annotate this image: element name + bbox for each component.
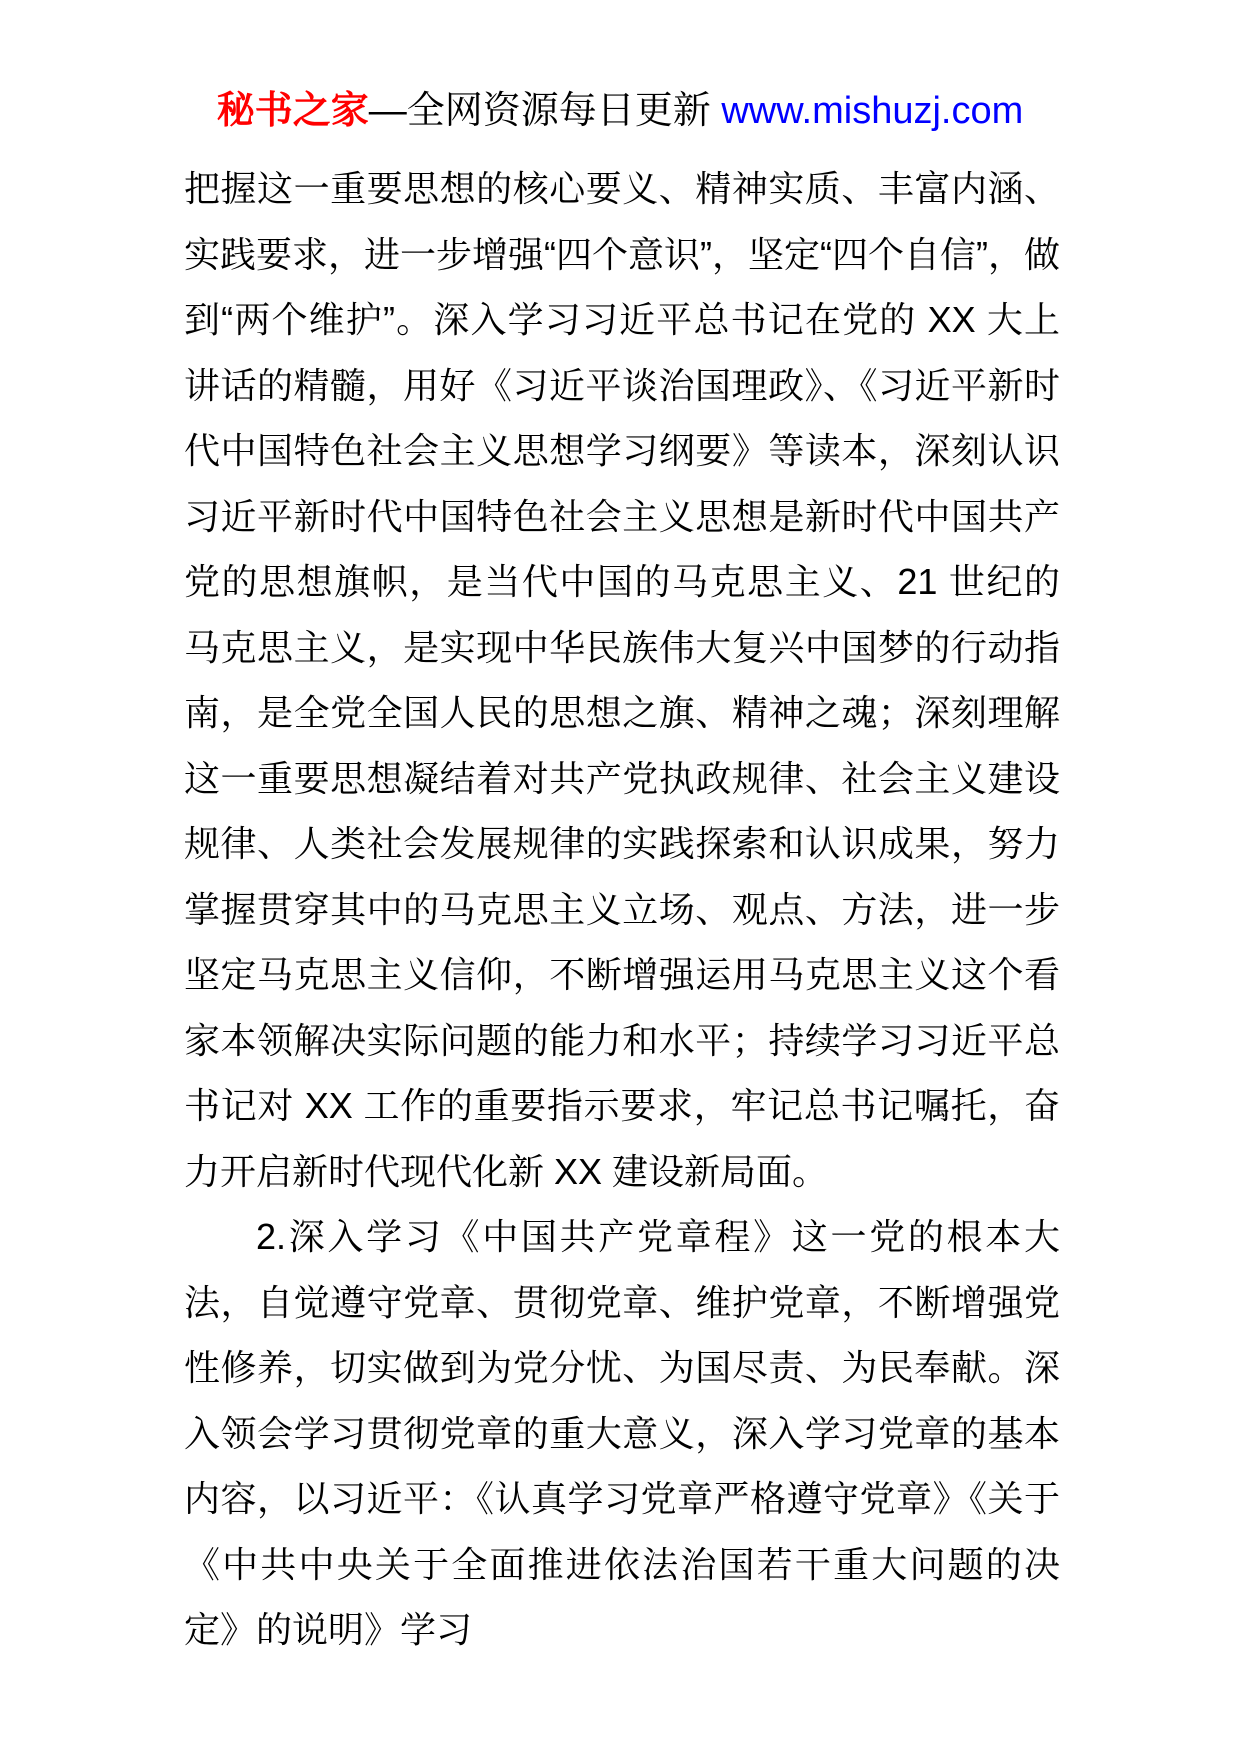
paragraph-continuation: 把握这一重要思想的核心要义、精神实质、丰富内涵、实践要求，进一步增强“四个意识”，坚定“四个自信”，做到“两个维护”。深入学习习近平总书记在党的 XX 大上讲话的精髓，用好《习近平谈治国理政》、《习近平新时代中国特色社会主义思想学习纲要》等读本，深刻认识习近平新时代中国特色社会主义思想是新时代中国共产党的思想旗帜，是当代中国的马克思主义、21 世纪的马克思主义，是实现中华民族伟大复兴中国梦的行动指南，是全党全国人民的思想之旗、精神之魂；深刻理解这一重要思想凝结着对共产党执政规律、社会主义建设规律、人类社会发展规律的实践探索和认识成果，努力掌握贯穿其中的马克思主义立场、观点、方法，进一步坚定马克思主义信仰，不断增强运用马克思主义这个看家本领解决实际问题的能力和水平；持续学习习近平总书记对 XX 工作的重要指示要求，牢记总书记嘱托，奋力开启新时代现代化新 XX 建设新局面。 — [184, 168, 1060, 1192]
header-separator: — — [368, 90, 407, 132]
brand-text: 秘书之家 — [216, 90, 369, 132]
site-url-link[interactable]: www.mishuzj.com — [721, 90, 1024, 132]
paragraph-item-2: 2.深入学习《中国共产党章程》这一党的根本大法，自觉遵守党章、贯彻党章、维护党章，不断增强党性修养，切实做到为党分忧、为国尽责、为民奉献。深入领会学习贯彻党章的重大意义，深入学习党章的基本内容，以习近平：《认真学习党章严格遵守党章》《关于《中共中央关于全面推进依法治国若干重大问题的决定》的说明》学习 — [184, 1216, 1060, 1650]
document-body — [184, 156, 1060, 1663]
header-tagline: 全网资源每日更新 — [406, 90, 711, 132]
page-header — [0, 84, 1240, 138]
